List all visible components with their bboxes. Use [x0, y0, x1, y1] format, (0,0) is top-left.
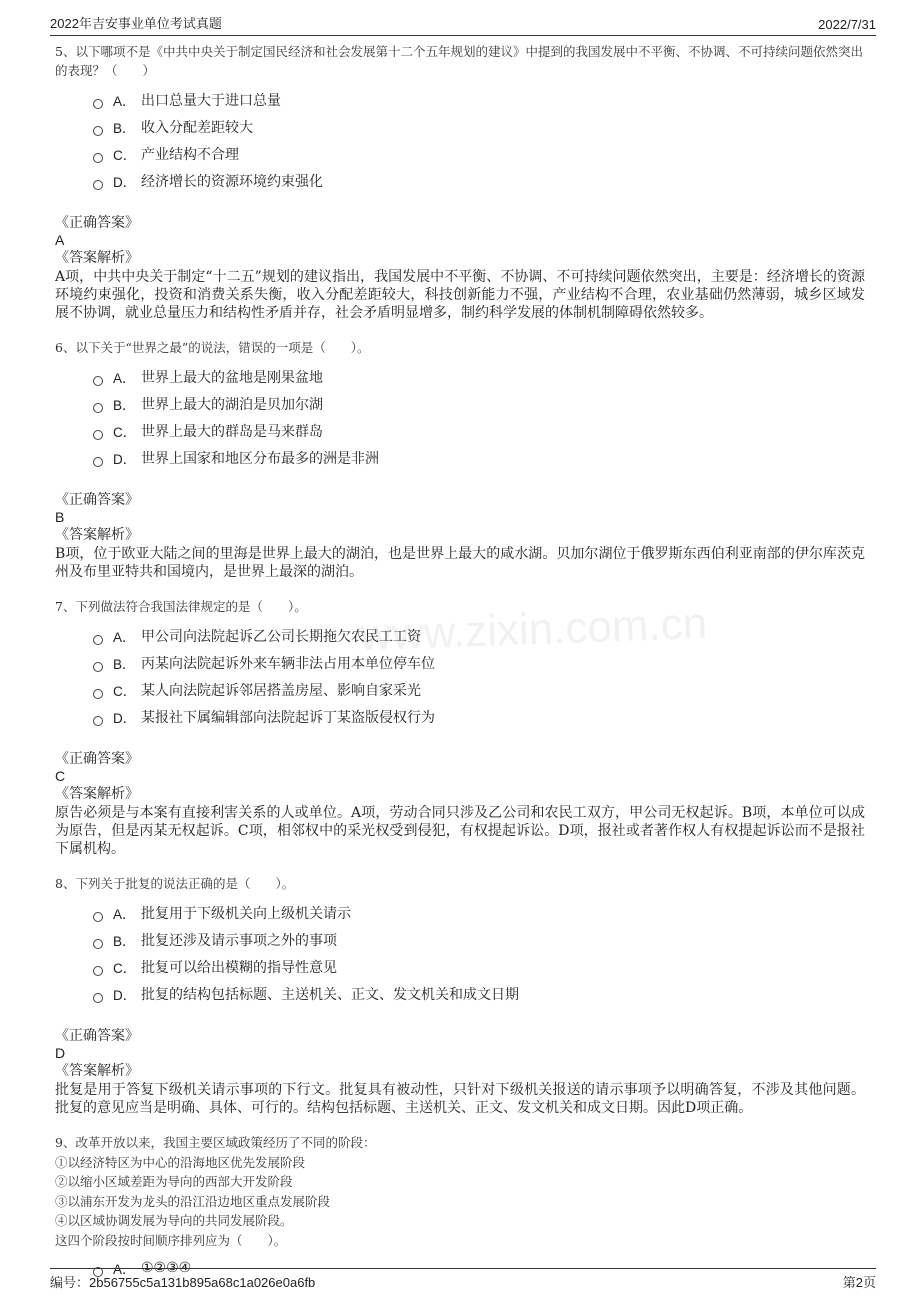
question-stem: 5、以下哪项不是《中共中央关于制定国民经济和社会发展第十二个五年规划的建议》中提到的我国发展中不平衡、不协调、不可持续问题依然突出的表现？（ ）	[55, 44, 863, 78]
answer-label: 《正确答案》	[55, 1028, 139, 1044]
radio-icon[interactable]	[93, 939, 103, 949]
question-stem: 7、下列做法符合我国法律规定的是（ ）。	[55, 599, 307, 614]
option-letter: C．	[113, 960, 137, 976]
radio-icon[interactable]	[93, 689, 103, 699]
analysis-label: 《答案解析》	[55, 250, 139, 266]
option-letter: D．	[113, 451, 137, 467]
answer-label: 《正确答案》	[55, 492, 139, 508]
option-b[interactable]	[93, 113, 865, 140]
question-7	[55, 597, 865, 858]
question-list	[55, 42, 865, 1289]
option-letter: A．	[113, 906, 136, 922]
option-d[interactable]	[93, 444, 865, 471]
option-letter: B．	[113, 120, 136, 136]
correct-answer: D	[55, 1045, 66, 1061]
option-text: 批复用于下级机关向上级机关请示	[141, 905, 351, 922]
page-number: 第2页	[842, 1275, 876, 1290]
option-d[interactable]	[93, 703, 865, 730]
option-text: 出口总量大于进口总量	[141, 92, 281, 109]
option-text: 收入分配差距较大	[141, 119, 253, 136]
radio-icon[interactable]	[93, 635, 103, 645]
option-text: 丙某向法院起诉外来车辆非法占用本单位停车位	[141, 655, 435, 672]
answer-block	[55, 750, 865, 858]
option-a[interactable]	[93, 622, 865, 649]
radio-icon[interactable]	[93, 180, 103, 190]
analysis-text: A项，中共中央关于制定“十二五”规划的建议指出，我国发展中不平衡、不协调、不可持续问题依然突出，主要是：经济增长的资源环境约束强化，投资和消费关系失衡，收入分配差距较大，科技创新能力不强，产业结构不合理，农业基础仍然薄弱，城乡区域发展不协调，就业总量压力和结构性矛盾并存，社会矛盾明显增多，制约科学发展的体制机制障碍依然较多。	[55, 269, 865, 321]
option-letter: D．	[113, 174, 137, 190]
radio-icon[interactable]	[93, 993, 103, 1003]
document-code: 编号：2b56755c5a131b895a68c1a026e0a6fb	[50, 1275, 316, 1290]
option-d[interactable]	[93, 167, 865, 194]
option-b[interactable]	[93, 926, 865, 953]
stage-item-2: ②以缩小区域差距为导向的西部大开发阶段	[55, 1174, 293, 1189]
option-list	[93, 86, 865, 194]
answer-block	[55, 491, 865, 581]
option-list	[93, 899, 865, 1007]
option-c[interactable]	[93, 953, 865, 980]
option-c[interactable]	[93, 417, 865, 444]
correct-answer: A	[55, 232, 65, 248]
radio-icon[interactable]	[93, 457, 103, 467]
radio-icon[interactable]	[93, 966, 103, 976]
option-text: ①②③④	[141, 1259, 192, 1276]
option-b[interactable]	[93, 390, 865, 417]
question-5	[55, 42, 865, 322]
radio-icon[interactable]	[93, 126, 103, 136]
option-c[interactable]	[93, 676, 865, 703]
radio-icon[interactable]	[93, 403, 103, 413]
radio-icon[interactable]	[93, 153, 103, 163]
radio-icon[interactable]	[93, 430, 103, 440]
analysis-label: 《答案解析》	[55, 1063, 139, 1079]
option-a[interactable]	[93, 86, 865, 113]
page-header	[50, 10, 876, 36]
radio-icon[interactable]	[93, 376, 103, 386]
option-letter: B．	[113, 933, 136, 949]
option-a[interactable]	[93, 899, 865, 926]
option-text: 甲公司向法院起诉乙公司长期拖欠农民工工资	[141, 628, 421, 645]
option-letter: C．	[113, 424, 137, 440]
option-letter: B．	[113, 656, 136, 672]
option-letter: B．	[113, 397, 136, 413]
option-text: 某人向法院起诉邻居搭盖房屋、影响自家采光	[141, 682, 421, 699]
question-9	[55, 1133, 865, 1281]
header-title: 2022年吉安事业单位考试真题	[50, 16, 222, 31]
analysis-text: 批复是用于答复下级机关请示事项的下行文。批复具有被动性，只针对下级机关报送的请示事项予以明确答复，不涉及其他问题。批复的意见应当是明确、具体、可行的。结构包括标题、主送机关、正文、发文机关和成文日期。因此D项正确。	[55, 1082, 865, 1116]
option-text: 批复可以给出模糊的指导性意见	[141, 959, 337, 976]
radio-icon[interactable]	[93, 716, 103, 726]
question-8	[55, 874, 865, 1117]
stage-item-3: ③以浦东开发为龙头的沿江沿边地区重点发展阶段	[55, 1193, 331, 1209]
option-list	[93, 363, 865, 471]
option-text: 产业结构不合理	[141, 146, 239, 163]
option-letter: D．	[113, 987, 137, 1003]
option-text: 世界上最大的湖泊是贝加尔湖	[141, 396, 323, 413]
analysis-label: 《答案解析》	[55, 527, 139, 543]
header-date: 2022/7/31	[818, 17, 876, 32]
question-stem: 6、以下关于“世界之最”的说法，错误的一项是（ ）。	[55, 340, 370, 355]
correct-answer: B	[55, 509, 65, 525]
stage-item-1: ①以经济特区为中心的沿海地区优先发展阶段	[55, 1154, 306, 1170]
question-prompt: 这四个阶段按时间顺序排列应为（ ）。	[55, 1232, 287, 1248]
option-letter: A．	[113, 370, 136, 386]
answer-block	[55, 1027, 865, 1117]
analysis-label: 《答案解析》	[55, 786, 139, 802]
question-stem: 9、改革开放以来，我国主要区域政策经历了不同的阶段：	[55, 1135, 376, 1150]
option-letter: A．	[113, 629, 136, 645]
option-text: 世界上最大的群岛是马来群岛	[141, 423, 323, 440]
option-letter: C．	[113, 683, 137, 699]
watermark: www.zixin.com.cn	[359, 598, 708, 661]
option-letter: D．	[113, 710, 137, 726]
option-list	[93, 622, 865, 730]
option-text: 批复还涉及请示事项之外的事项	[141, 932, 337, 949]
question-stem: 8、下列关于批复的说法正确的是（ ）。	[55, 876, 295, 891]
answer-label: 《正确答案》	[55, 751, 139, 767]
option-text: 世界上国家和地区分布最多的洲是非洲	[141, 450, 379, 467]
option-a[interactable]	[93, 363, 865, 390]
answer-block	[55, 214, 865, 322]
option-letter: A．	[113, 1261, 136, 1277]
correct-answer: C	[55, 768, 66, 784]
radio-icon[interactable]	[93, 662, 103, 672]
radio-icon[interactable]	[93, 912, 103, 922]
option-letter: C．	[113, 147, 137, 163]
analysis-text: B项，位于欧亚大陆之间的里海是世界上最大的湖泊，也是世界上最大的咸水湖。贝加尔湖位于俄罗斯东西伯利亚南部的伊尔库茨克州及布里亚特共和国境内，是世界上最深的湖泊。	[55, 546, 865, 580]
answer-label: 《正确答案》	[55, 215, 139, 231]
option-text: 某报社下属编辑部向法院起诉丁某盗版侵权行为	[141, 709, 435, 726]
question-6	[55, 338, 865, 581]
page-footer	[50, 1268, 876, 1291]
option-b[interactable]	[93, 649, 865, 676]
option-text: 世界上最大的盆地是刚果盆地	[141, 369, 323, 386]
option-text: 批复的结构包括标题、主送机关、正文、发文机关和成文日期	[141, 986, 519, 1003]
radio-icon[interactable]	[93, 99, 103, 109]
stage-item-4: ④以区域协调发展为导向的共同发展阶段。	[55, 1213, 293, 1228]
option-c[interactable]	[93, 140, 865, 167]
option-letter: A．	[113, 93, 136, 109]
analysis-text: 原告必须是与本案有直接利害关系的人或单位。A项，劳动合同只涉及乙公司和农民工双方，甲公司无权起诉。B项，本单位可以成为原告，但是丙某无权起诉。C项，相邻权中的采光权受到侵犯，有权提起诉讼。D项，报社或者著作权人有权提起诉讼而不是报社下属机构。	[55, 805, 865, 857]
option-d[interactable]	[93, 980, 865, 1007]
option-text: 经济增长的资源环境约束强化	[141, 173, 323, 190]
